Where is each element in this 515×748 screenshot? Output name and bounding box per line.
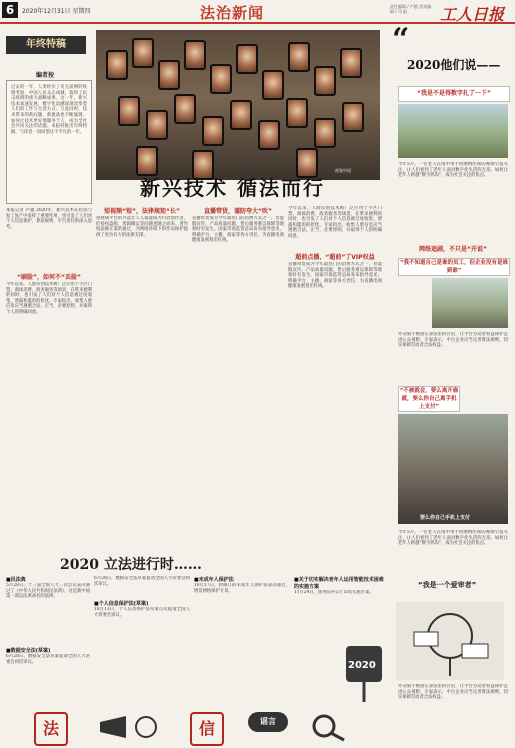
right-photo-3-caption: 要么你自己手机上支付 <box>420 515 471 521</box>
photo-credit: 视觉中国 <box>335 168 351 173</box>
main-photo <box>96 30 380 180</box>
law-item-text: 10月13日，个人信息保护法草案首次提请全国人大常委会审议。 <box>94 607 190 618</box>
law-item-civil-code <box>6 576 90 702</box>
right-photo-1 <box>398 104 508 158</box>
editor-note-title: 编者按 <box>36 72 55 79</box>
magnifier-icon <box>300 712 380 742</box>
body-short-video: 短视频平台的兴起让人人都能成为内容创作者，但侵权盗版、剪辑搬运等问题也随之而来。著作权法修正案的通过，为网络环境下的作品保护提供了更为有力的法律支撑。 <box>96 216 188 238</box>
law-stamp-icon: 法 <box>34 712 68 746</box>
law-item-elderly <box>294 576 384 636</box>
right-column-title: 2020他们说—— <box>407 58 501 72</box>
body-face: 今年以来，人脸识别技术被广泛应用于小区门禁、商场消费、政务服务等场景，在带来便利的同时，也引发了人们对个人信息被过度收集、泄露和滥用的担忧。专家指出，收集人脸信息应当遵循合法、正当、必要原则，并取得个人的明确同意。 <box>6 282 92 315</box>
quote-open-mark: “ <box>392 22 410 57</box>
law-item-head: ■未成年人保护法 <box>194 577 234 583</box>
law-item-head: ■数据安全法(草案) <box>6 648 51 654</box>
signboard-illustration <box>396 602 504 680</box>
subhead-vip: 超前点播，“超前”了VIP权益 <box>295 254 375 261</box>
quote-2: “我不知道自己是谁的员工，但企业没有是谁到谁” <box>399 260 509 274</box>
law-item-text: 5月28日，十三届全国人大三次会议表决通过了《中华人民共和国民法典》，这是新中国第一部以法典命名的法律。 <box>6 583 90 600</box>
body-livestream: 直播带货成为今年最热门的消费方式之一，但虚假宣传、产品质量问题、售后服务难以保障等现象时有发生。国家市场监管总局发布指导意见，明确平台、主播、商家等各方责任，为直播电商健康发展划出红线。 <box>192 216 284 244</box>
year-2020-sign <box>344 640 384 704</box>
right-photo-3 <box>398 414 508 524</box>
law-item-head: ■民法典 <box>6 577 26 583</box>
right-body-3: 今年5月，一位老人在雨中用手机缴纳医保的视频引发关注，让人们看到了老年人面对数字化生活的无奈。如何让老年人跨越“数字鸿沟”，成为社会关注的焦点。 <box>398 530 508 547</box>
subhead-livestream: 直播带货，谨防夸大“吹” <box>204 208 272 215</box>
law-item-head: ■关于切实解决老年人运用智能技术困难的实施方案 <box>294 577 384 590</box>
subhead-face: “刷脸”，如何不“丢脸” <box>17 274 81 281</box>
body-vip: 直播带货成为今年最热门的消费方式之一，但虚假宣传、产品质量问题、售后服务难以保障等现象时有发生。国家市场监管总局发布指导意见，明确平台、主播、商家等各方责任，为直播电商健康发展划出红线。 <box>288 262 382 290</box>
subhead-short-video: 短视频“短”，法律规矩“长” <box>104 208 180 215</box>
quote-4: “我是一个爱审者” <box>418 581 477 589</box>
year-2020-label: 2020 <box>348 660 376 671</box>
megaphone-icon <box>96 712 176 742</box>
main-headline: 新兴技术 循法而行 <box>140 176 325 200</box>
editor-note-box <box>6 80 92 204</box>
law-item-text: 11月24日，国务院办公厅印发实施方案。 <box>294 590 374 595</box>
law-item-text: 6月28日，数据安全法草案提请全国人大常委会初次审议。 <box>6 654 90 665</box>
credit-stamp-icon: 信 <box>190 712 224 746</box>
subhead-drama: 网络追剧，不只是“开说” <box>419 246 487 253</box>
law-section-title: 2020 立法进行时…… <box>60 557 202 573</box>
editor-credit: 责任编辑 / 卢越 美术编辑 / 马 阳 <box>390 4 432 14</box>
page-number: 6 <box>2 2 18 18</box>
editor-note-text: 过去的一年，人类经历了史无前例的疫情考验，中国人民众志成城，取得了抗击疫情的重大战略成果。这一年，新兴技术加速发展，数字化浪潮深刻改变着人们的工作与生活方式。与此同时，技术带来的新问题、新挑战也不断涌现，如何让技术更好地服务于人，成为全社会共同关注的话题。本报特推出年终特稿，与读者一同回望这不平凡的一年。 <box>11 85 87 135</box>
column-label: 年终特稿 <box>6 36 86 54</box>
rumor-bubble: 谣言 <box>248 712 288 732</box>
quote-1: “我是不是得数字扎了一下” <box>398 86 510 102</box>
law-item-minor-protection <box>194 576 290 702</box>
law-item-personal-info <box>94 576 190 702</box>
law-item-text: 10月17日，新修订的未成年人保护法表决通过，增设网络保护专章。 <box>194 583 290 594</box>
law-item-head: ■个人信息保护法(草案) <box>94 601 149 607</box>
right-photo-2 <box>432 278 508 328</box>
body-vip-intro: 今年以来，人脸识别技术被广泛应用于小区门禁、商场消费、政务服务等场景，在带来便利的同时，也引发了人们对个人信息被过度收集、泄露和滥用的担忧。专家指出，收集人脸信息应当遵循合法、正当、必要原则，并取得个人的明确同意。 <box>288 206 382 239</box>
masthead-logo: 工人日报 <box>440 5 505 24</box>
main-intro: 本报记者 卢越 2020年，新兴技术在抗疫与复工复产中发挥了重要作用，也引发了人们对个人信息保护、算法规则、平台责任的深入思考。 <box>6 208 92 230</box>
quote-3: “不被就会，要么离开雇就，要么你自己离手机上支付” <box>399 388 459 410</box>
section-title: 法治新闻 <box>200 4 265 22</box>
issue-date: 2020年12月31日 星期四 <box>22 8 91 15</box>
law-item-text: 6月28日，数据安全法草案提请全国人大常委会初次审议。 <box>94 576 190 587</box>
right-body-2: 外卖骑手被困在算法里的讨论，让平台劳动者权益保护走进公众视野。专家表示，平台企业应当完善算法规则，切实保障劳动者合法权益。 <box>398 332 508 349</box>
right-body-1: 今年5月，一位老人在雨中用手机缴纳医保的视频引发关注，让人们看到了老年人面对数字化生活的无奈。如何让老年人跨越“数字鸿沟”，成为社会关注的焦点。 <box>398 162 508 179</box>
right-body-4: 外卖骑手被困在算法里的讨论，让平台劳动者权益保护走进公众视野。专家表示，平台企业应当完善算法规则，切实保障劳动者合法权益。 <box>398 684 508 701</box>
